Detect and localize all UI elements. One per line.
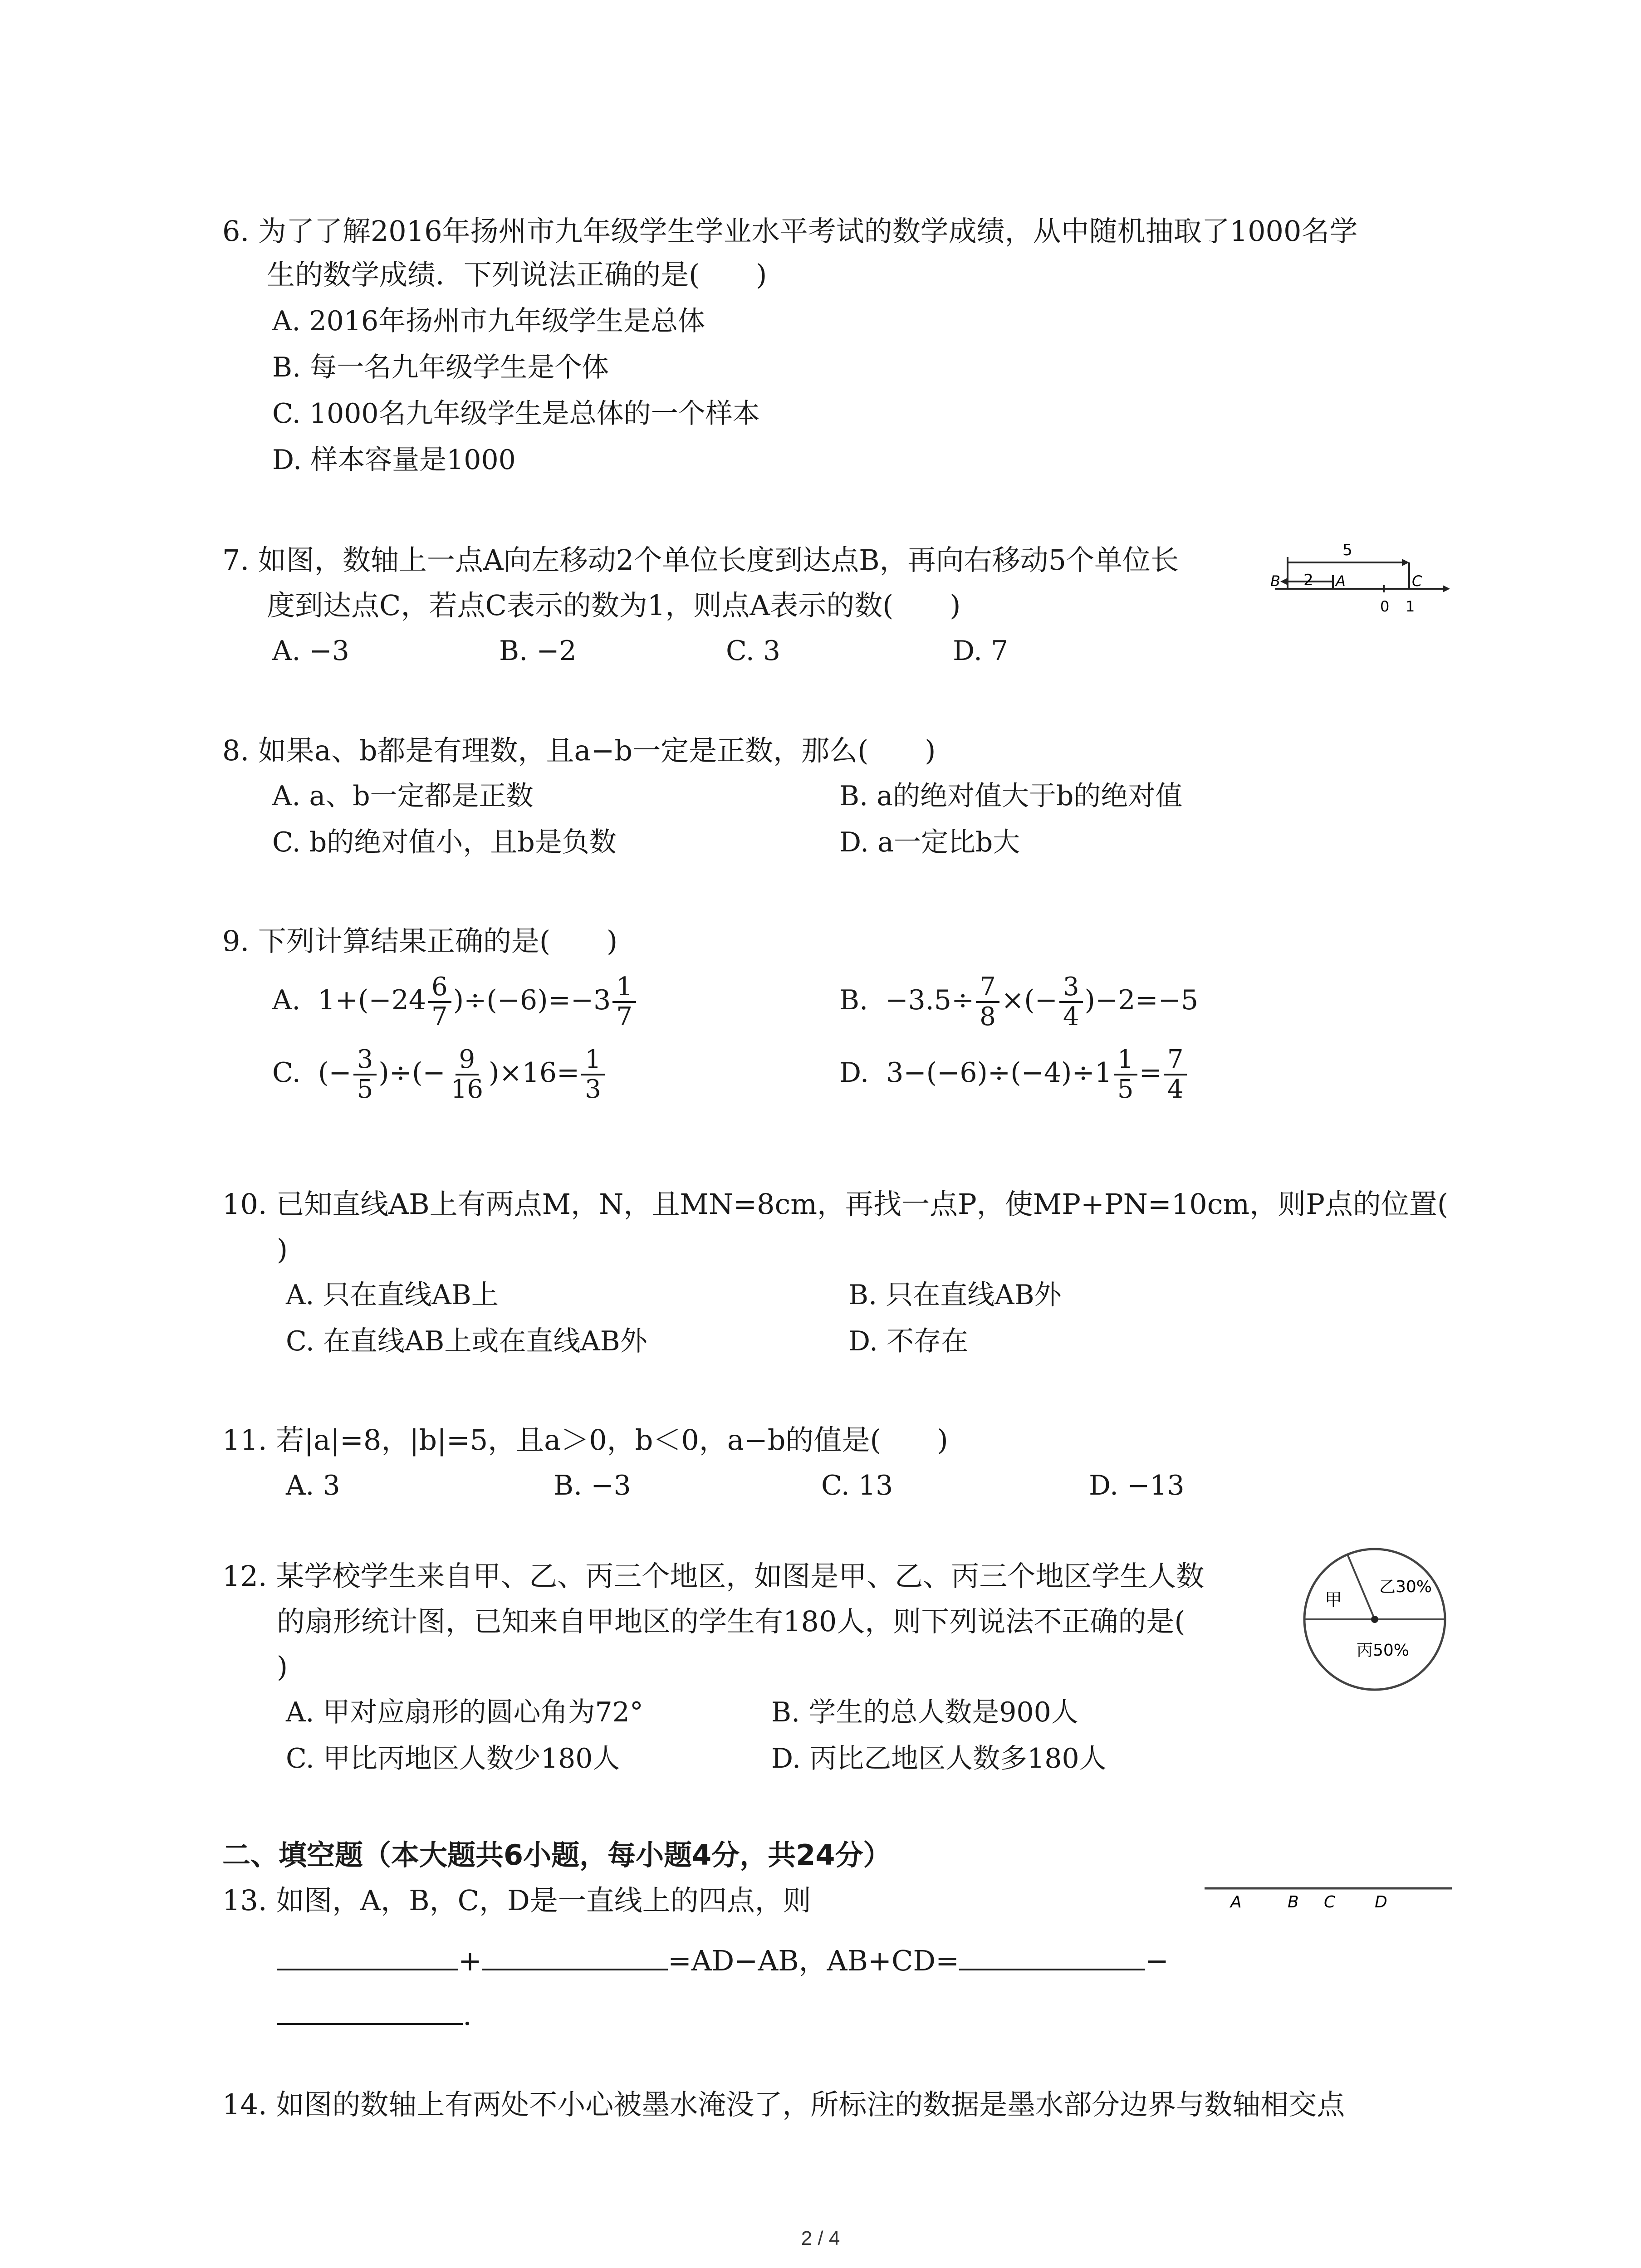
q13-line-figure <box>1202 1876 1456 1916</box>
q7-stem-line1: 7. 如图，数轴上一点A向左移动2个单位长度到达点B，再向右移动5个单位长 <box>222 543 1179 577</box>
q13-fill-line1 <box>277 1941 1169 1979</box>
q9-a-fraction2 <box>612 973 636 1031</box>
q9-b-label: B. <box>839 984 868 1016</box>
q12-stem-line1: 12. 某学校学生来自甲、乙、丙三个地区，如图是甲、乙、丙三个地区学生人数 <box>222 1559 1205 1593</box>
q9-c-label: C. <box>272 1057 301 1089</box>
q13-fill-line2 <box>277 1996 472 2033</box>
q9-d-fraction1 <box>1114 1046 1137 1104</box>
q12-pie-chart-figure <box>1298 1542 1452 1696</box>
q7-option-c: C. 3 <box>726 635 781 667</box>
q12-option-d: D. 丙比乙地区人数多180人 <box>771 1743 1107 1774</box>
q9-c-f2-num: 9 <box>456 1046 479 1075</box>
q8-option-b: B. a的绝对值大于b的绝对值 <box>839 780 1183 812</box>
q9-d-f1-num: 1 <box>1114 1046 1137 1075</box>
q12-pie-label-jia: 甲 <box>1325 1590 1342 1610</box>
q7-fig-point-b: B <box>1270 572 1280 590</box>
q12-stem-line3: ) <box>277 1650 288 1683</box>
q9-a-label: A. <box>272 984 301 1016</box>
q9-c-f1-den: 5 <box>357 1075 373 1105</box>
q13-fig-point-c: C <box>1324 1893 1336 1911</box>
q13-blank-4[interactable] <box>277 1996 463 2025</box>
q13-fig-point-b: B <box>1288 1893 1299 1911</box>
q6-stem-line2: 生的数学成绩．下列说法正确的是( ) <box>267 258 767 291</box>
q9-a-part2: )÷(−6)=−3 <box>453 984 611 1016</box>
q9-c-part1: (− <box>318 1057 352 1089</box>
q9-d-part2: = <box>1139 1057 1162 1089</box>
q9-b-part1: −3.5÷ <box>885 984 975 1016</box>
q9-b-f2-num: 3 <box>1059 973 1083 1003</box>
q6-option-c: C. 1000名九年级学生是总体的一个样本 <box>272 398 760 430</box>
q13-fig-point-a: A <box>1230 1893 1242 1911</box>
q7-fig-label-two: 2 <box>1303 571 1313 589</box>
q13-plus-sign: + <box>458 1944 482 1977</box>
q9-c-f1-num: 3 <box>353 1046 377 1075</box>
q12-pie-center <box>1371 1616 1378 1623</box>
q13-blank-2[interactable] <box>482 1941 668 1970</box>
q9-b-f1-num: 7 <box>976 973 999 1003</box>
q9-b-fraction1 <box>976 973 999 1031</box>
q9-c-f2-den: 16 <box>451 1075 483 1105</box>
q9-option-d <box>839 1039 1189 1107</box>
q9-b-part2: ×(− <box>1001 984 1058 1016</box>
q11-option-c: C. 13 <box>821 1470 893 1501</box>
q10-stem-line1: 10. 已知直线AB上有两点M，N，且MN=8cm，再找一点P，使MP+PN=10cm，则P点的位置( <box>222 1188 1449 1221</box>
q13-blank-1[interactable] <box>277 1941 458 1970</box>
q11-option-d: D. −13 <box>1089 1470 1185 1501</box>
q9-option-a <box>272 966 638 1034</box>
q9-a-part1: 1+(−24 <box>318 984 426 1016</box>
q7-fig-tick-zero: 0 <box>1380 598 1390 615</box>
q7-fig-label-five: 5 <box>1342 541 1352 559</box>
q7-fig-point-a: A <box>1336 572 1346 590</box>
q9-a-f1-den: 7 <box>431 1002 448 1032</box>
q7-fig-tick-one: 1 <box>1406 598 1415 615</box>
q12-pie-label-yi: 乙30% <box>1379 1578 1432 1596</box>
q9-c-f3-num: 1 <box>581 1046 605 1075</box>
q7-option-d: D. 7 <box>953 635 1009 667</box>
q10-option-b: B. 只在直线AB外 <box>848 1279 1062 1311</box>
q10-option-d: D. 不存在 <box>848 1325 969 1357</box>
q11-option-b: B. −3 <box>554 1470 631 1501</box>
q9-c-f3-den: 3 <box>585 1075 601 1105</box>
q9-a-f1-num: 6 <box>428 973 451 1003</box>
section2-heading: 二、填空题（本大题共6小题，每小题4分，共24分） <box>222 1838 892 1872</box>
q9-b-f1-den: 8 <box>980 1002 996 1032</box>
q9-d-part1: 3−(−6)÷(−4)÷1 <box>886 1057 1112 1089</box>
q12-pie-label-bing: 丙50% <box>1357 1641 1410 1660</box>
q13-fig-point-d: D <box>1375 1893 1387 1911</box>
q8-option-c: C. b的绝对值小，且b是负数 <box>272 826 617 858</box>
q7-option-b: B. −2 <box>499 635 577 667</box>
q14-stem: 14. 如图的数轴上有两处不小心被墨水淹没了，所标注的数据是墨水部分边界与数轴相交点 <box>222 2088 1345 2121</box>
q9-option-c <box>272 1039 607 1107</box>
q9-stem: 9. 下列计算结果正确的是( ) <box>222 924 618 958</box>
q9-c-part3: )×16= <box>488 1057 580 1089</box>
q9-d-f1-den: 5 <box>1117 1075 1134 1105</box>
q9-d-label: D. <box>839 1057 869 1089</box>
q7-fig-point-c: C <box>1412 572 1422 590</box>
q9-d-f2-den: 4 <box>1167 1075 1184 1105</box>
q6-stem-line1: 6. 为了了解2016年扬州市九年级学生学业水平考试的数学成绩，从中随机抽取了1000名学 <box>222 215 1358 248</box>
q9-a-fraction1 <box>428 973 451 1031</box>
q6-option-d: D. 样本容量是1000 <box>272 444 516 476</box>
page-number: 2 / 4 <box>801 2227 840 2249</box>
q7-number-line-figure <box>1261 535 1452 621</box>
q9-b-fraction2 <box>1059 973 1083 1031</box>
q12-stem-line2: 的扇形统计图，已知来自甲地区的学生有180人，则下列说法不正确的是( <box>277 1605 1185 1638</box>
q9-c-fraction3 <box>581 1046 605 1104</box>
q7-option-a: A. −3 <box>272 635 349 667</box>
q8-option-d: D. a一定比b大 <box>839 826 1020 858</box>
q9-c-fraction2 <box>447 1046 487 1104</box>
q6-option-b: B. 每一名九年级学生是个体 <box>272 352 609 383</box>
q12-option-c: C. 甲比丙地区人数少180人 <box>286 1743 620 1774</box>
q13-equation-text: =AD−AB，AB+CD= <box>667 1944 960 1977</box>
q12-option-b: B. 学生的总人数是900人 <box>771 1696 1078 1728</box>
q6-option-a: A. 2016年扬州市九年级学生是总体 <box>272 305 705 337</box>
q13-period: . <box>463 1999 472 2032</box>
q8-stem: 8. 如果a、b都是有理数，且a−b一定是正数，那么( ) <box>222 734 936 767</box>
q12-option-a: A. 甲对应扇形的圆心角为72° <box>286 1696 643 1728</box>
q10-stem-line2: ) <box>277 1233 288 1266</box>
q13-blank-3[interactable] <box>959 1941 1145 1970</box>
q10-option-c: C. 在直线AB上或在直线AB外 <box>286 1325 647 1357</box>
q9-c-fraction1 <box>353 1046 377 1104</box>
q9-d-fraction2 <box>1164 1046 1187 1104</box>
q9-a-f2-num: 1 <box>612 973 636 1003</box>
q9-option-b <box>839 966 1198 1034</box>
q13-minus-sign: − <box>1145 1944 1169 1977</box>
q9-b-part3: )−2=−5 <box>1084 984 1199 1016</box>
q11-option-a: A. 3 <box>286 1470 340 1501</box>
q11-stem: 11. 若|a|=8，|b|=5，且a＞0，b＜0，a−b的值是( ) <box>222 1423 948 1457</box>
q7-stem-line2: 度到达点C，若点C表示的数为1，则点A表示的数( ) <box>267 589 961 622</box>
q13-stem: 13. 如图，A，B，C，D是一直线上的四点，则 <box>222 1884 811 1917</box>
q8-option-a: A. a、b一定都是正数 <box>272 780 534 812</box>
q10-option-a: A. 只在直线AB上 <box>286 1279 499 1311</box>
q9-b-f2-den: 4 <box>1063 1002 1079 1032</box>
q9-a-f2-den: 7 <box>616 1002 632 1032</box>
q9-c-part2: )÷(− <box>378 1057 446 1089</box>
q9-d-f2-num: 7 <box>1164 1046 1187 1075</box>
